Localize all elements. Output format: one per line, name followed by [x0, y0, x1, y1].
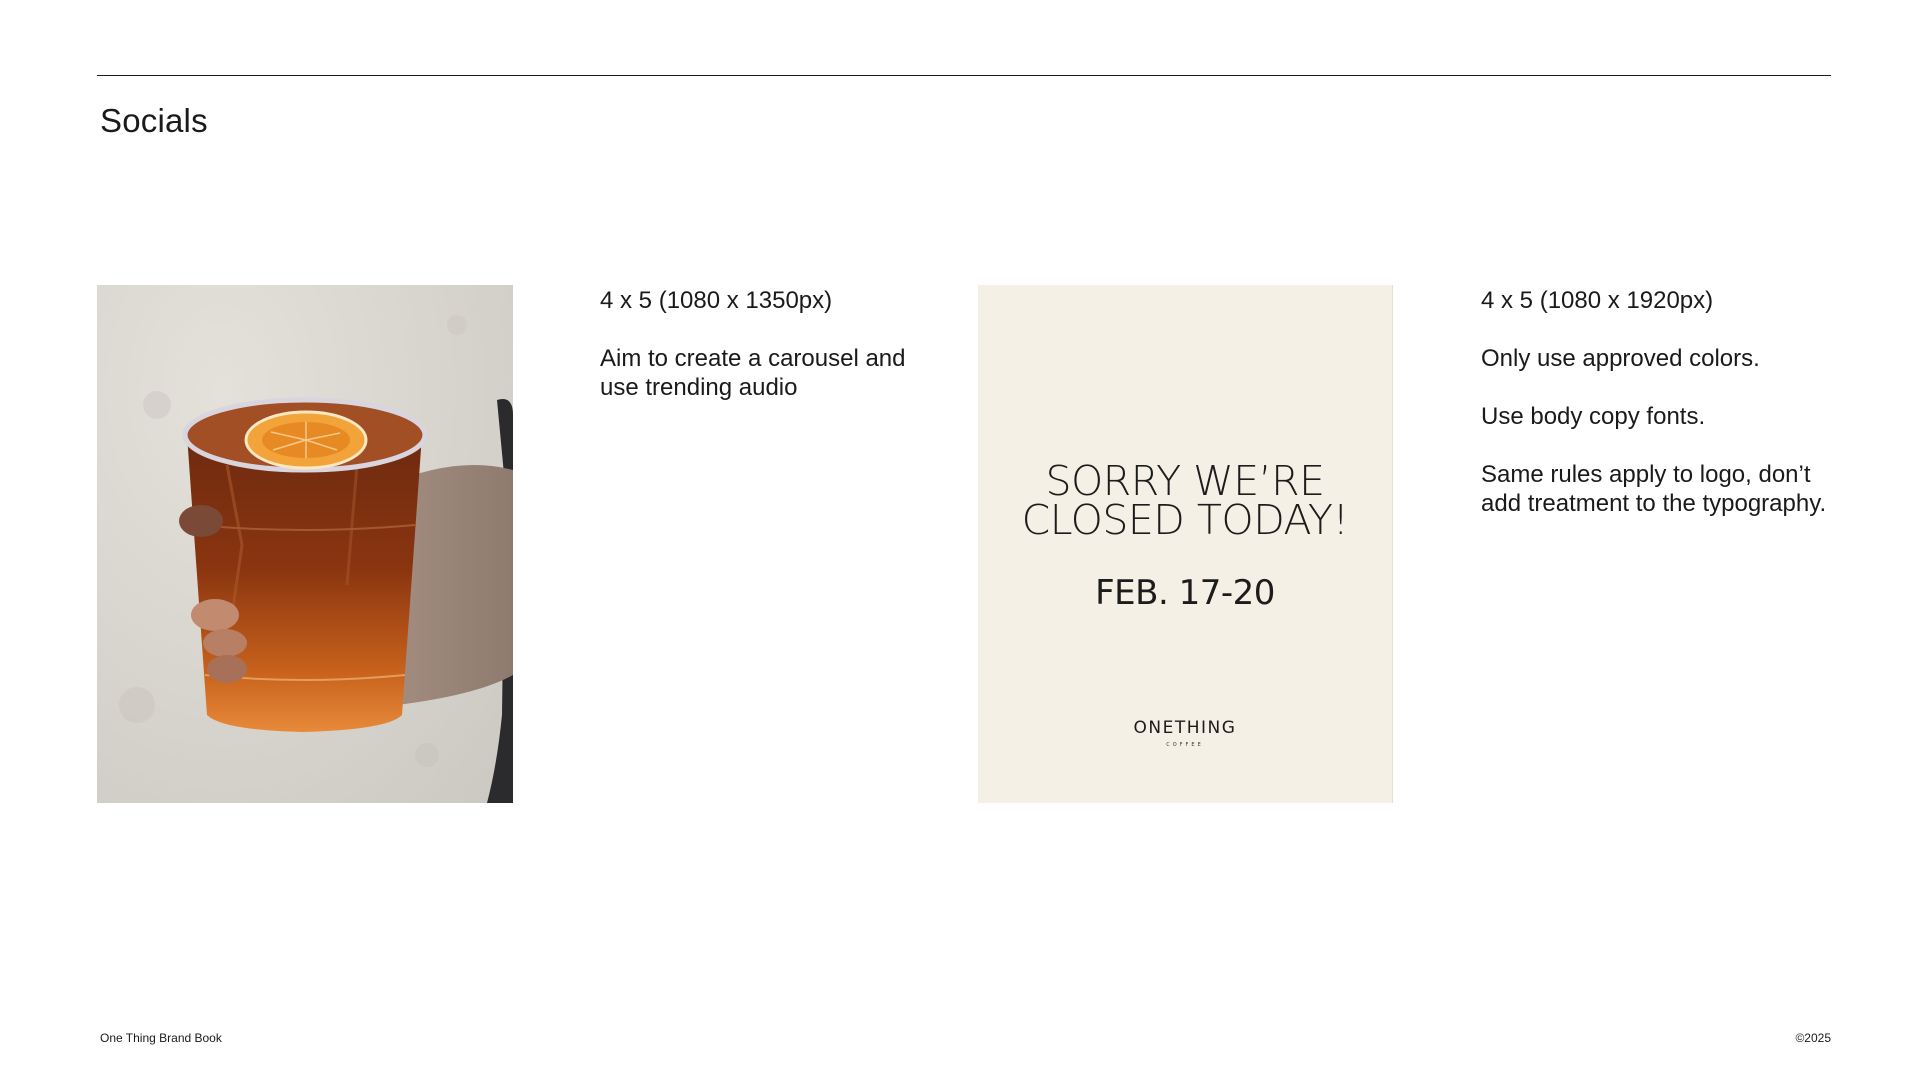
spec-left — [600, 286, 920, 431]
closed-poster — [978, 285, 1393, 803]
spec-right-rule: Same rules apply to logo, don’t add treatment to the typography. — [1481, 461, 1827, 517]
spec-right — [1481, 286, 1841, 547]
spec-right-rule: Only use approved colors. — [1481, 345, 1760, 372]
spec-left-tip: Aim to create a carousel and use trending audio — [600, 345, 906, 401]
top-divider — [97, 75, 1831, 76]
page-title: Socials — [100, 102, 208, 139]
spec-right-rule: Use body copy fonts. — [1481, 403, 1706, 430]
iced-coffee-photo — [97, 285, 513, 803]
poster-headline-line1: SORRY WE’RE — [1045, 457, 1325, 505]
footer-copyright: ©2025 — [1795, 1031, 1831, 1045]
spec-right-size: 4 x 5 (1080 x 1920px) — [1481, 287, 1714, 314]
poster-headline-line2: CLOSED TODAY! — [1021, 496, 1349, 544]
poster-dates: FEB. 17-20 — [1095, 573, 1275, 613]
spec-left-size: 4 x 5 (1080 x 1350px) — [600, 287, 833, 314]
onething-logo-sub: COFFEE — [1166, 742, 1204, 748]
footer-brand: One Thing Brand Book — [100, 1031, 222, 1045]
poster-headline — [978, 457, 1392, 544]
onething-logo: ONETHING — [1133, 718, 1237, 738]
